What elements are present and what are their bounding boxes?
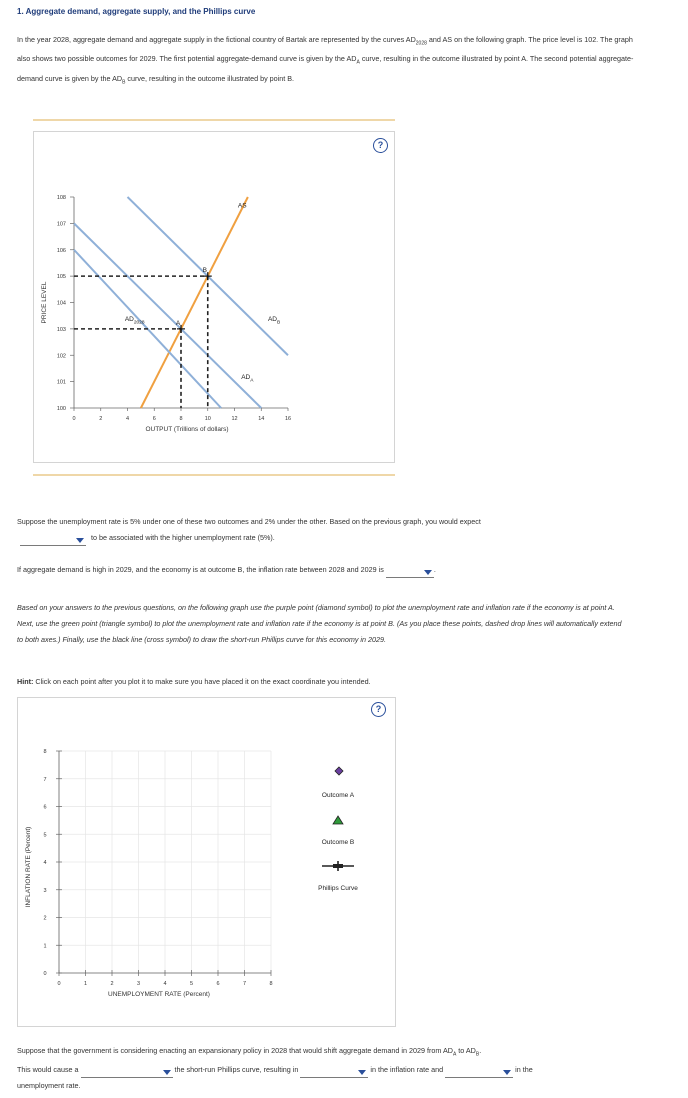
point-label-a: A bbox=[175, 319, 181, 327]
ad2028-symbol: AD bbox=[405, 35, 416, 44]
x-tick-label: 2 bbox=[110, 981, 114, 987]
q3-unemployment-dropdown[interactable] bbox=[445, 1066, 513, 1078]
y-tick-label: 107 bbox=[56, 221, 66, 228]
x-tick-label: 10 bbox=[204, 416, 211, 422]
y-axis-label: INFLATION RATE (Percent) bbox=[25, 826, 32, 908]
chevron-down-icon bbox=[424, 570, 432, 575]
y-tick-label: 6 bbox=[43, 804, 47, 811]
curve-as bbox=[141, 197, 248, 408]
y-tick-label: 108 bbox=[56, 195, 66, 201]
y-tick-label: 7 bbox=[43, 776, 47, 783]
legend-label-outcome-b: Outcome B bbox=[321, 839, 355, 846]
q3-shift-dropdown[interactable] bbox=[81, 1066, 173, 1078]
black-cross-icon[interactable] bbox=[322, 861, 354, 871]
legend-label-phillips-curve: Phillips Curve bbox=[318, 885, 358, 892]
legend-label-outcome-a: Outcome A bbox=[321, 792, 355, 799]
y-tick-label: 102 bbox=[56, 353, 66, 360]
ad-as-graph bbox=[33, 131, 393, 461]
x-tick-label: 6 bbox=[216, 981, 220, 987]
x-tick-label: 2 bbox=[99, 416, 103, 422]
q1-dropdown[interactable] bbox=[20, 534, 86, 546]
x-tick-label: 8 bbox=[179, 416, 183, 422]
y-tick-label: 0 bbox=[43, 971, 47, 977]
x-tick-label: 0 bbox=[72, 416, 76, 422]
intro-paragraph: In the year 2028, aggregate demand and aggregate supply in the fictional country of Bartak are represented by the curves $AD_{2028}$ and AS on the following graph. The price level is 102. The graph also shows two possible outcomes for 2029. The first potential aggregate-demand curve is given by the $AD_A$ curve, resulting in the outcome illustrated by point A. The second potential aggregate-demand curve is given by the $AD_B$ curve, resulting in the outcome illustrated by point B. bbox=[17, 35, 634, 86]
y-tick-label: 5 bbox=[43, 832, 47, 839]
chevron-down-icon bbox=[163, 1070, 171, 1075]
y-tick-label: 4 bbox=[43, 860, 47, 866]
x-tick-label: 14 bbox=[258, 416, 265, 422]
y-tick-label: 2 bbox=[43, 915, 47, 922]
help-icon[interactable]: ? bbox=[373, 138, 388, 153]
y-tick-label: 103 bbox=[56, 326, 66, 333]
page-title: 1. Aggregate demand, aggregate supply, and the Phillips curve bbox=[17, 7, 256, 16]
y-tick-label: 100 bbox=[56, 406, 66, 412]
legend bbox=[322, 767, 354, 871]
ad-as-plot-area bbox=[41, 195, 291, 433]
x-tick-label: 3 bbox=[136, 981, 141, 987]
question-1: Suppose the unemployment rate is 5% under one of these two outcomes and 2% under the other. Based on the previous graph, you would expect to be associated with the higher unemployment rate (5%). bbox=[17, 514, 657, 546]
x-tick-label: 1 bbox=[83, 981, 88, 987]
y-tick-label: 101 bbox=[56, 379, 66, 386]
x-tick-label: 8 bbox=[269, 981, 273, 987]
y-tick-label: 104 bbox=[56, 300, 66, 307]
divider-top bbox=[33, 119, 395, 121]
x-axis-label: OUTPUT (Trillions of dollars) bbox=[145, 426, 229, 433]
question-2: If aggregate demand is high in 2029, and the economy is at outcome B, the inflation rate between 2028 and 2029 is . bbox=[17, 562, 657, 578]
curve-ada bbox=[74, 223, 261, 408]
x-tick-label: 0 bbox=[57, 981, 61, 987]
question-3: Suppose that the government is considering enacting an expansionary policy in 2028 that would shift aggregate demand in 2029 from $AD_A$ to $AD_B$. This would cause a the short-run Phillips curve, resulting in in the inflation rate and in the unemployment rate. bbox=[17, 1046, 533, 1091]
x-tick-label: 4 bbox=[163, 981, 167, 987]
x-tick-label: 5 bbox=[189, 981, 194, 987]
phillips-plot-area[interactable] bbox=[25, 749, 273, 998]
instructions: Based on your answers to the previous questions, on the following graph use the purple point (diamond symbol) to plot the unemployment rate and inflation rate if the economy is at point A. Next, use the green point (triangle symbol) to plot the unemployment rate and inflation rate if the economy is at point B. (As you place these points, dashed drop lines will automatically extend to both axes.) Finally, use the black line (cross symbol) to draw the short-run Phillips curve for this economy in 2029. bbox=[17, 603, 622, 644]
y-tick-label: 105 bbox=[56, 274, 66, 281]
y-tick-label: 3 bbox=[43, 887, 47, 894]
x-tick-label: 6 bbox=[152, 416, 156, 422]
chevron-down-icon bbox=[76, 538, 84, 543]
q3-inflation-dropdown[interactable] bbox=[300, 1066, 368, 1078]
x-tick-label: 7 bbox=[242, 981, 247, 987]
adb-curve-label: $AD_B$ bbox=[267, 315, 281, 326]
y-tick-label: 1 bbox=[43, 943, 47, 950]
y-axis-label: PRICE LEVEL bbox=[41, 281, 48, 324]
point-label-b: B bbox=[202, 267, 207, 275]
as-curve-label: AS bbox=[237, 202, 247, 210]
y-tick-label: 8 bbox=[43, 749, 47, 755]
x-tick-label: 4 bbox=[125, 416, 130, 422]
chevron-down-icon bbox=[358, 1070, 366, 1075]
divider-bottom bbox=[33, 474, 395, 476]
x-tick-label: 16 bbox=[284, 416, 292, 422]
x-tick-label: 12 bbox=[231, 416, 238, 422]
phillips-graph bbox=[17, 697, 394, 1025]
hint: Hint: Click on each point after you plot it to make sure you have placed it on the exact coordinate you intended. bbox=[17, 677, 371, 686]
chevron-down-icon bbox=[503, 1070, 511, 1075]
ad2028-curve-label: $AD_{2028}$ bbox=[124, 315, 145, 326]
help-icon[interactable]: ? bbox=[371, 702, 386, 717]
y-tick-label: 106 bbox=[56, 247, 66, 254]
ada-curve-label: $AD_A$ bbox=[241, 373, 254, 384]
green-triangle-icon[interactable] bbox=[333, 816, 343, 824]
purple-diamond-icon[interactable] bbox=[335, 767, 343, 775]
x-axis-label: UNEMPLOYMENT RATE (Percent) bbox=[108, 991, 210, 998]
q2-dropdown[interactable] bbox=[386, 566, 434, 578]
